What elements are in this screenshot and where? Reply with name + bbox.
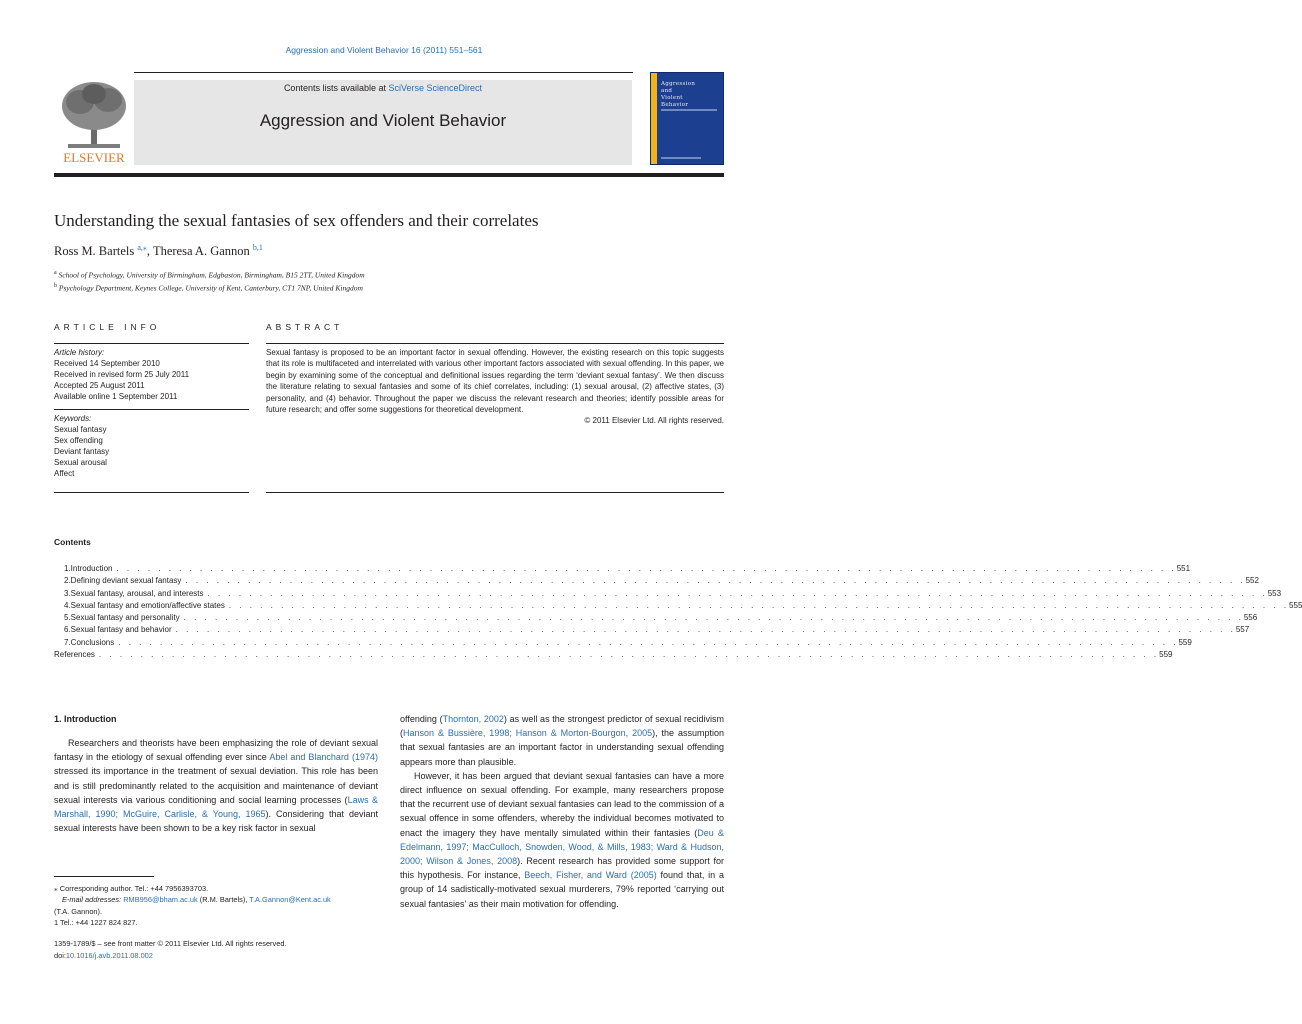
affiliations — [54, 268, 365, 293]
toc-leader-dots: . . . . . . . . . . . . . . . . . . . . . . . . . . . . . . . . . . . . . . . . . . . . . . . . . . . . . . . . . . . . . . . . . . . . . . . . . . . . . . . . . . . . . . . . . . . . . . . . . . . . . . — [228, 600, 1290, 610]
header-rule — [134, 72, 633, 73]
toc-number: 3. — [64, 588, 71, 598]
citation-link[interactable]: Abel and Blanchard (1974) — [269, 752, 378, 763]
author-list: Ross M. Bartels $^{a,⁎}$, Theresa A. Gannon $^{b,1}$ — [54, 243, 263, 259]
toc-page-number: 551 — [1176, 564, 1191, 573]
author-affiliation-mark[interactable]: b,1 — [252, 243, 263, 252]
paragraph — [400, 712, 724, 769]
toc-entry[interactable] — [54, 563, 1191, 575]
divider — [54, 343, 249, 344]
sciencedirect-link[interactable]: SciVerse ScienceDirect — [388, 83, 483, 93]
cover-stripe — [651, 73, 657, 164]
toc-page-number: 556 — [1243, 613, 1258, 623]
tree-logo-icon — [54, 78, 134, 166]
cover-title: Aggression and Violent Behavior — [661, 81, 696, 108]
article-title: Understanding the sexual fantasies of sex offenders and their correlates — [54, 211, 539, 230]
toc-leader-dots: . . . . . . . . . . . . . . . . . . . . . . . . . . . . . . . . . . . . . . . . . . . . . . . . . . . . . . . . . . . . . . . . . . . . . . . . . . . . . . . . . . . . . . . . . . . . . . . . . . . . . . — [116, 564, 1177, 573]
toc-leader-dots: . . . . . . . . . . . . . . . . . . . . . . . . . . . . . . . . . . . . . . . . . . . . . . . . . . . . . . . . . . . . . . . . . . . . . . . . . . . . . . . . . . . . . . . . . . . . . . . . . . . . . . — [118, 637, 1179, 647]
paragraph-text: ). Recent research has provided some support for this hypothesis. For instance, — [400, 856, 724, 881]
toc-entry[interactable] — [54, 612, 1258, 624]
keyword: Sexual fantasy — [54, 425, 107, 434]
toc-leader-dots: . . . . . . . . . . . . . . . . . . . . . . . . . . . . . . . . . . . . . . . . . . . . . . . . . . . . . . . . . . . . . . . . . . . . . . . . . . . . . . . . . . . . . . . . . . . . . . . . . . . . . . — [175, 625, 1236, 635]
affiliation: $^b$ Psychology Department, Keynes College, University of Kent, Canterbury, CT1 7NP, United Kingdom — [54, 282, 363, 292]
author-name: Ross M. Bartels — [54, 244, 135, 259]
divider — [266, 492, 724, 493]
toc-label: Sexual fantasy and emotion/affective states — [70, 600, 225, 610]
toc-page-number: 557 — [1235, 625, 1250, 635]
journal-header-box — [134, 80, 632, 165]
paragraph-text: offending ( — [400, 714, 443, 724]
citation-link[interactable]: Beech, Fisher, and Ward (2005) — [524, 870, 657, 881]
toc-leader-dots: . . . . . . . . . . . . . . . . . . . . . . . . . . . . . . . . . . . . . . . . . . . . . . . . . . . . . . . . . . . . . . . . . . . . . . . . . . . . . . . . . . . . . . . . . . . . . . . . . . . . . . — [185, 576, 1246, 586]
divider — [54, 492, 249, 493]
body-column-right — [400, 712, 724, 911]
toc-number: 7. — [64, 637, 71, 647]
paragraph-text: found that, in a group of 14 sadistically-motivated sexual murderers, 79% reported ‘carrying out sexual fantasies’ as their main motivation for offending. — [400, 870, 724, 909]
toc-entry[interactable] — [54, 649, 1173, 661]
paragraph-text: Researchers and theorists have been emphasizing the role of deviant sexual fantasy in the etiology of sexual offending ever since — [54, 738, 378, 763]
header-thick-rule — [54, 173, 724, 177]
paragraph-text: ) as well as the strongest predictor of sexual recidivism ( — [400, 714, 724, 739]
toc-label: Introduction — [70, 564, 113, 573]
paragraph — [400, 769, 724, 911]
journal-name: Aggression and Violent Behavior — [259, 111, 507, 130]
citation-link[interactable]: Thornton, 2002 — [442, 714, 504, 724]
journal-reference[interactable]: Aggression and Violent Behavior 16 (2011) 551–561 — [285, 45, 483, 55]
elsevier-logo — [54, 78, 134, 166]
citation-link[interactable]: Deu & Edelmann, 1997; MacCulloch, Snowden, Wood, & Mills, 1983; Ward & Hudson, 2000; Wilson & Jones, 2008 — [400, 827, 725, 867]
toc-label: References — [54, 650, 95, 660]
toc-entry[interactable] — [54, 588, 1282, 600]
doi-link[interactable]: 10.1016/j.avb.2011.08.002 — [65, 951, 153, 960]
toc-number: 1. — [64, 564, 71, 573]
toc-page-number: 553 — [1267, 588, 1282, 598]
toc-entry[interactable] — [54, 600, 1302, 612]
body-column-left — [54, 712, 378, 835]
citation-link[interactable]: Laws & Marshall, 1990; McGuire, Carlisle, & Young, 1965 — [54, 794, 379, 820]
toc-entry[interactable] — [54, 637, 1192, 649]
email-link[interactable]: T.A.Gannon@Kent.ac.uk — [249, 895, 331, 905]
contents-available-line: Contents lists available at SciVerse ScienceDirect — [283, 83, 483, 93]
toc-entry[interactable] — [54, 624, 1250, 636]
article-info-label: ARTICLE INFO — [54, 322, 161, 332]
table-of-contents — [54, 563, 1302, 661]
citation-link[interactable]: Hanson & Bussière, 1998; Hanson & Morton-Bourgon, 2005 — [403, 728, 653, 739]
footnote-rule — [54, 876, 154, 877]
keywords: Keywords: Sexual fantasy Sex offending Deviant fantasy Sexual arousal Affect — [54, 413, 249, 479]
toc-number: 2. — [64, 576, 71, 586]
abstract-body: Sexual fantasy is proposed to be an important factor in sexual offending. However, the existing research on this topic suggests that its role is multifaceted and interrelated with various other important factors associated with sexual offending. In this paper, we begin by examining some of the conceptual and definitional issues regarding the term ‘deviant sexual fantasy’. We then discuss the literature relating to sexual fantasies and some of its chief correlates, including: (1) sexual arousal, (2) affective states, (3) personality, and (4) behavior. Throughout the paper we discuss the relevant research and theories; identify possible areas for future research; and offer some suggestions for theoretical development. © 2011 Elsevier Ltd. All rights reserved. — [266, 348, 724, 426]
paragraph-text: stressed its importance in the treatment of sexual deviation. This role has been and is still predominantly related to the acquisition and maintenance of deviant sexual interests via various conditioning and social learning processes ( — [54, 766, 378, 805]
toc-label: Sexual fantasy, arousal, and interests — [70, 588, 204, 598]
article-history: Article history: Received 14 September 2010 Received in revised form 25 July 2011 Accepted 25 August 2011 Available online 1 September 2011 — [54, 348, 190, 401]
toc-leader-dots: . . . . . . . . . . . . . . . . . . . . . . . . . . . . . . . . . . . . . . . . . . . . . . . . . . . . . . . . . . . . . . . . . . . . . . . . . . . . . . . . . . . . . . . . . . . . . . . . . . . . . . — [98, 650, 1160, 660]
toc-leader-dots: . . . . . . . . . . . . . . . . . . . . . . . . . . . . . . . . . . . . . . . . . . . . . . . . . . . . . . . . . . . . . . . . . . . . . . . . . . . . . . . . . . . . . . . . . . . . . . . . . . . . . . — [183, 613, 1244, 623]
divider — [54, 409, 249, 410]
journal-cover — [650, 72, 724, 165]
abstract-label: ABSTRACT — [266, 322, 344, 332]
toc-label: Sexual fantasy and behavior — [70, 625, 172, 635]
corresponding-author-note: ⁎ Corresponding author. Tel.: +44 7956393703. — [54, 884, 209, 893]
paragraph — [54, 736, 378, 835]
affiliation: $^a$ School of Psychology, University of Birmingham, Edgbaston, Birmingham, B15 2TT, United Kingdom — [54, 270, 365, 280]
paragraph-text: ). Considering that deviant sexual interests have been shown to be a key risk factor in sexual — [54, 809, 379, 834]
toc-number: 5. — [64, 613, 71, 623]
toc-entry[interactable] — [54, 575, 1259, 587]
keyword: Sexual arousal — [54, 458, 107, 467]
toc-label: Sexual fantasy and personality — [70, 613, 180, 623]
contents-heading: Contents — [54, 537, 91, 547]
section-heading: 1. Introduction — [54, 714, 117, 724]
copyright: © 2011 Elsevier Ltd. All rights reserved. — [584, 416, 724, 426]
author-affiliation-mark[interactable]: a,⁎ — [137, 243, 147, 252]
divider — [266, 343, 724, 344]
cover-decoration — [661, 109, 717, 111]
cover-decoration — [661, 157, 701, 159]
paragraph-text: ), the assumption that sexual fantasies are an important factor in understanding sexual offending appears more than plausible. — [400, 728, 724, 767]
toc-page-number: 559 — [1159, 650, 1173, 660]
keyword: Deviant fantasy — [54, 447, 110, 456]
toc-number: 6. — [64, 625, 71, 635]
toc-leader-dots: . . . . . . . . . . . . . . . . . . . . . . . . . . . . . . . . . . . . . . . . . . . . . . . . . . . . . . . . . . . . . . . . . . . . . . . . . . . . . . . . . . . . . . . . . . . . . . . . . . . . . . — [207, 588, 1268, 598]
paragraph-text: However, it has been argued that deviant sexual fantasies can have a more direct influence on sexual offending. For example, many researchers propose that the recurrent use of deviant sexual fantasies can lead to the commission of a sexual offence in some offenders, whereby the individual becomes motivated to enact the imagery they have mentally simulated within their fantasies ( — [400, 770, 724, 838]
toc-page-number: 555 — [1289, 600, 1302, 610]
toc-label: Conclusions — [70, 637, 115, 647]
toc-number: 4. — [64, 600, 71, 610]
issn-block: 1359-1789/$ – see front matter © 2011 Elsevier Ltd. All rights reserved. doi:10.1016/j.avb.2011.08.002 — [54, 939, 287, 960]
footnotes: ⁎ Corresponding author. Tel.: +44 7956393703. E-mail addresses: RMB956@bham.ac.uk (R.M. Bartels), T.A.Gannon@Kent.ac.uk (T.A. Gannon). 1 Tel.: +44 1227 824 827. — [54, 883, 378, 928]
keyword: Affect — [54, 469, 75, 478]
toc-label: Defining deviant sexual fantasy — [70, 576, 182, 586]
email-link[interactable]: RMB956@bham.ac.uk — [123, 895, 198, 905]
telephone-note: 1 Tel.: +44 1227 824 827. — [54, 917, 138, 927]
toc-page-number: 559 — [1178, 637, 1192, 647]
keyword: Sex offending — [54, 436, 103, 445]
publisher-name: ELSEVIER — [63, 150, 125, 165]
author-name: Theresa A. Gannon — [152, 244, 250, 259]
email-note: E-mail addresses: RMB956@bham.ac.uk (R.M. Bartels), T.A.Gannon@Kent.ac.uk — [62, 895, 331, 905]
toc-page-number: 552 — [1245, 576, 1259, 586]
